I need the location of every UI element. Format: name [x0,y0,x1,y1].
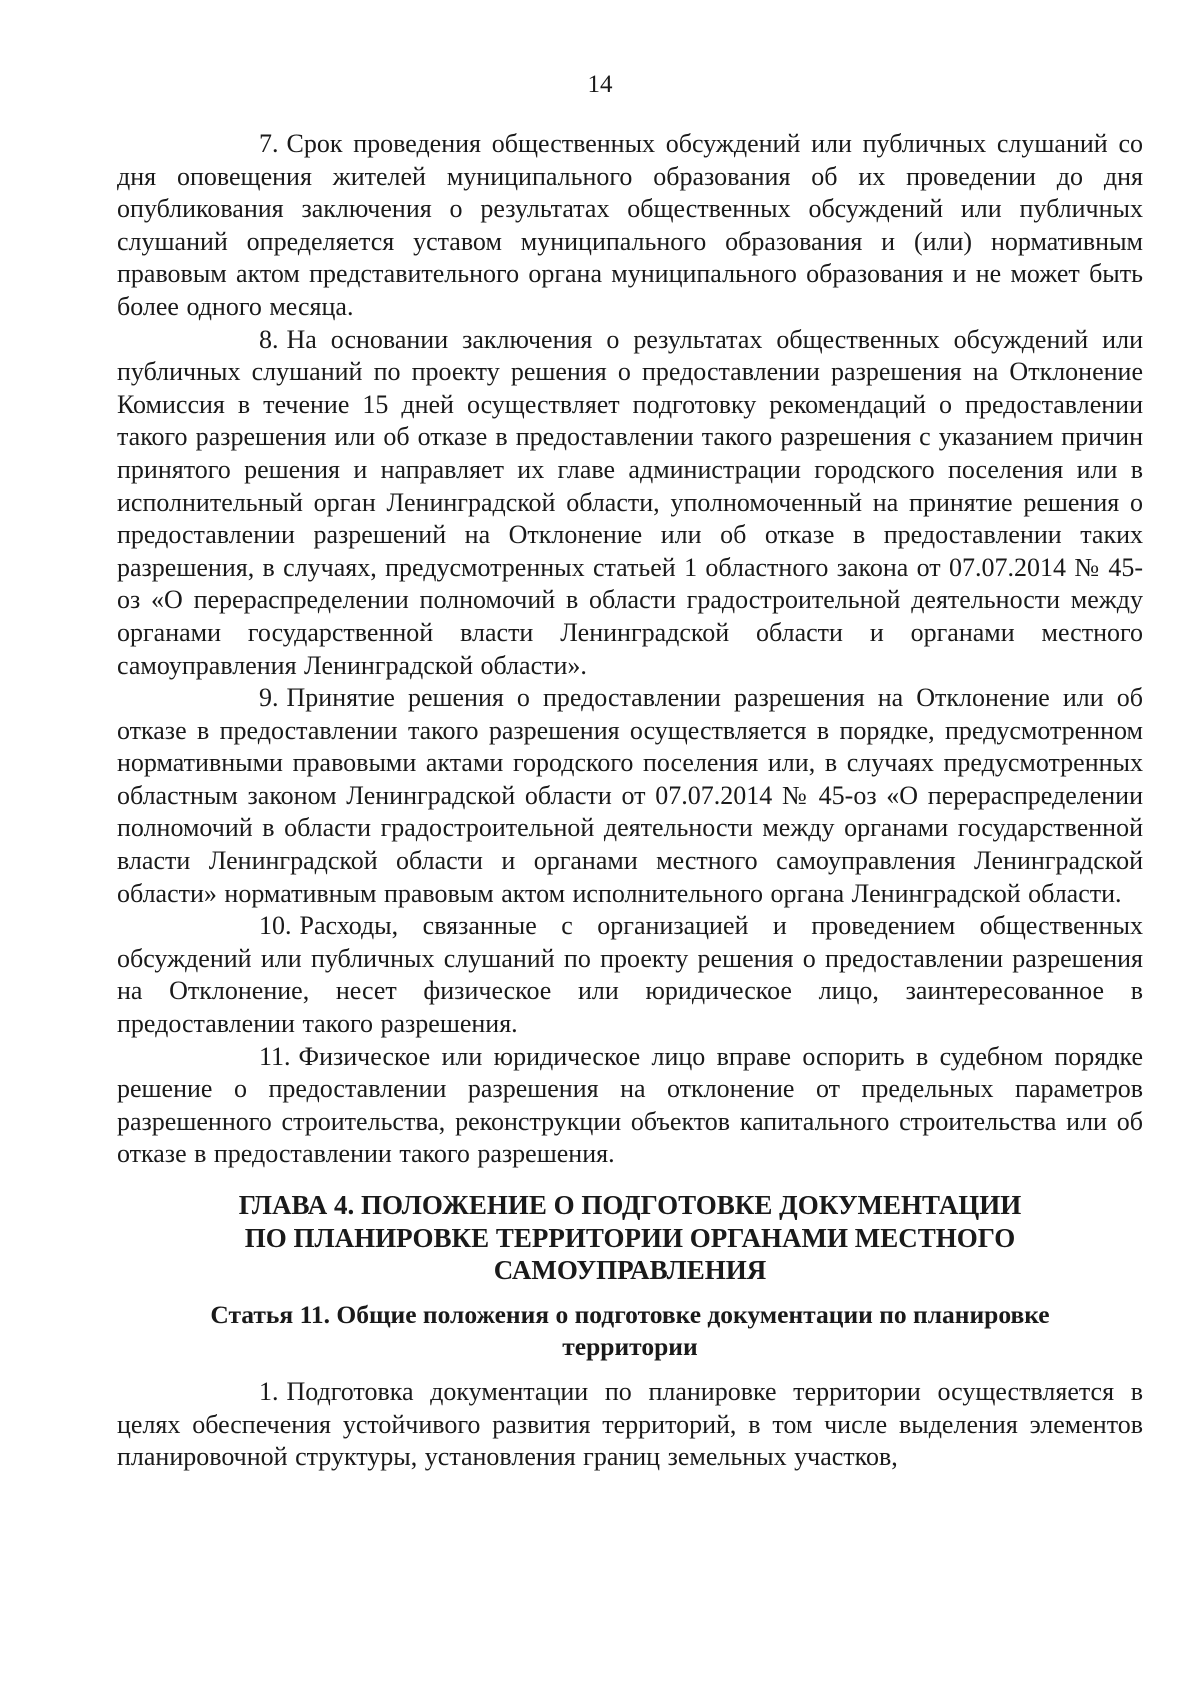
chapter-heading-line: ГЛАВА 4. ПОЛОЖЕНИЕ О ПОДГОТОВКЕ ДОКУМЕНТАЦИИ [238,1190,1022,1220]
chapter-heading [117,1189,1143,1287]
paragraph-number: 9. [259,683,279,713]
paragraph-number: 10. [259,911,292,941]
article-heading-line: территории [562,1332,698,1362]
article-heading [117,1299,1143,1364]
article-paragraph-1 [117,1376,1143,1474]
paragraph-text: Подготовка документации по планировке территории осуществляется в целях обеспечения устойчивого развития территорий, в том числе выделения элементов планировочной структуры, установления границ земельных участков, [117,1376,1143,1472]
document-body [117,128,1143,1474]
paragraph-11 [117,1041,1143,1171]
paragraph-text: Физическое или юридическое лицо вправе оспорить в судебном порядке решение о предоставлении разрешения на отклонение от предельных параметров разрешенного строительства, реконструкции объектов капитального строительства или об отказе в предоставлении такого разрешения. [117,1041,1143,1169]
chapter-heading-line: САМОУПРАВЛЕНИЯ [493,1255,767,1286]
paragraph-10 [117,910,1143,1040]
paragraph-text: Принятие решения о предоставлении разрешения на Отклонение или об отказе в предоставлении такого разрешения осуществляется в порядке, предусмотренном нормативными правовыми актами городского поселения или, в случаях предусмотренных областным законом Ленинградской области от 07.07.2014 № 45-оз «О перераспределении полномочий в области градостроительной деятельности между органами государственной власти Ленинградской области и органами местного самоуправления Ленинградской области» нормативным правовым актом исполнительного органа Ленинградской области. [117,683,1143,908]
paragraph-number: 1. [259,1376,279,1406]
paragraph-8 [117,324,1143,683]
page-number: 14 [587,71,613,98]
paragraph-number: 11. [259,1041,291,1071]
paragraph-text: Расходы, связанные с организацией и проведением общественных обсуждений или публичных слушаний по проекту решения о предоставлении разрешения на Отклонение, несет физическое или юридическое лицо, заинтересованное в предоставлении такого разрешения. [117,911,1143,1039]
article-heading-line: Статья 11. Общие положения о подготовке документации по планировке [210,1299,1050,1329]
paragraph-number: 8. [259,324,279,354]
chapter-heading-line: ПО ПЛАНИРОВКЕ ТЕРРИТОРИИ ОРГАНАМИ МЕСТНОГО [244,1222,1016,1253]
paragraph-text: На основании заключения о результатах общественных обсуждений или публичных слушаний по проекту решения о предоставлении разрешения на Отклонение Комиссия в течение 15 дней осуществляет подготовку рекомендаций о предоставлении такого разрешения или об отказе в предоставлении такого разрешения с указанием причин принятого решения и направляет их главе администрации городского поселения или в исполнительный орган Ленинградской области, уполномоченный на принятие решения о предоставлении разрешений на Отклонение или об отказе в предоставлении таких разрешения, в случаях, предусмотренных статьей 1 областного закона от 07.07.2014 № 45-оз «О перераспределении полномочий в области градостроительной деятельности между органами государственной власти Ленинградской области и органами местного самоуправления Ленинградской области». [117,324,1143,680]
paragraph-text: Срок проведения общественных обсуждений или публичных слушаний со дня оповещения жителей муниципального образования об их проведении до дня опубликования заключения о результатах общественных обсуждений или публичных слушаний определяется уставом муниципального образования и (или) нормативным правовым актом представительного органа муниципального образования и не может быть более одного месяца. [117,129,1143,321]
paragraph-number: 7. [259,129,279,158]
paragraph-7 [117,128,1143,324]
paragraph-9 [117,682,1143,910]
